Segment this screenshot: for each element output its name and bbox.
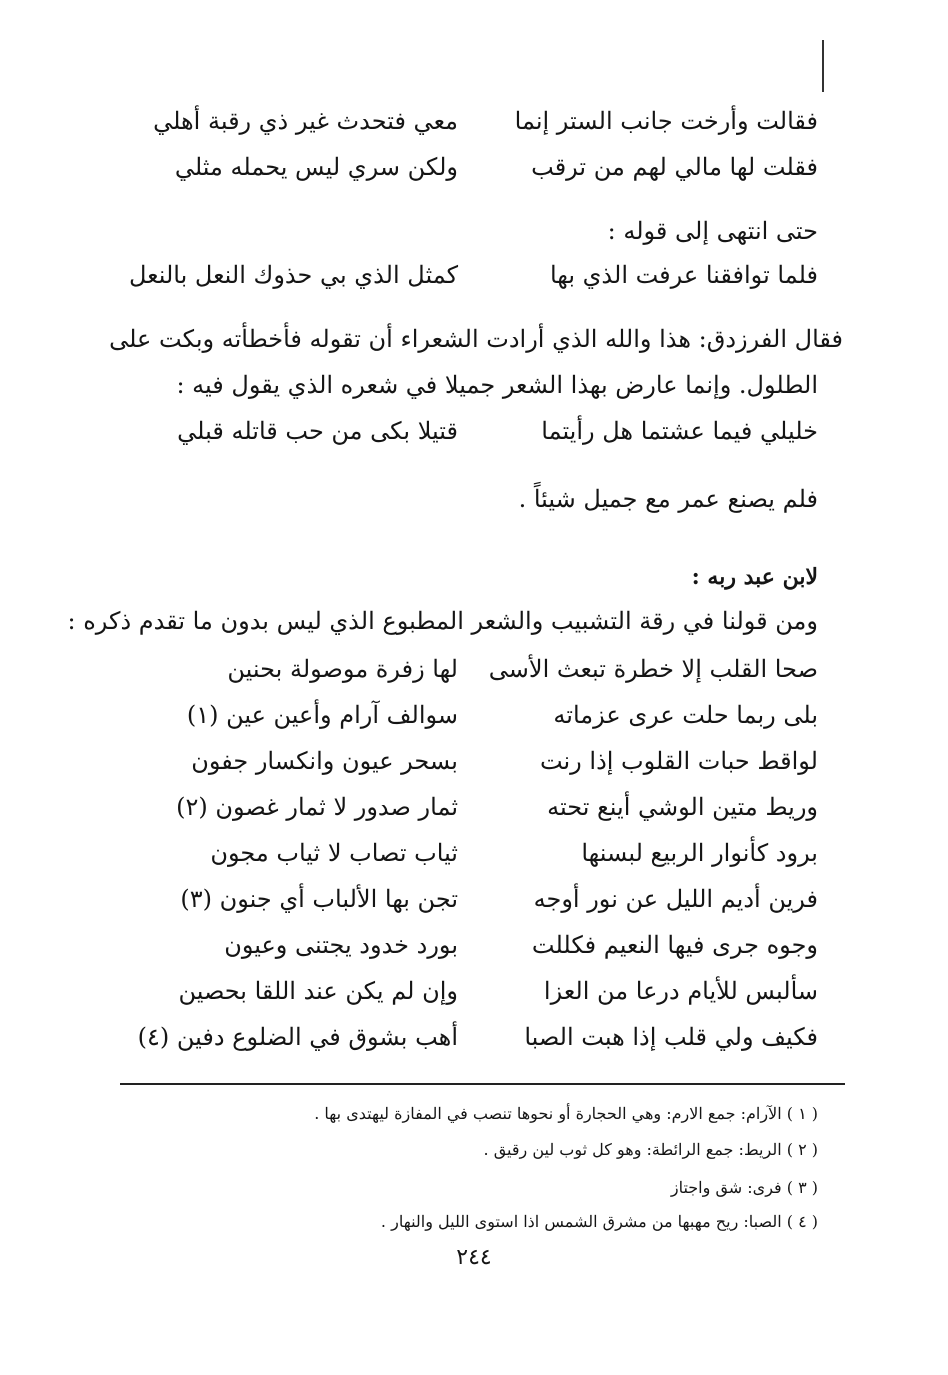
margin-rule	[822, 40, 824, 92]
poem-line-2-left: سوالف آرام وأعين عين (١)	[186, 701, 458, 729]
poem-line-9-left: أهب بشوق في الضلوع دفين (٤)	[137, 1023, 458, 1051]
poem-line-2-right: بلى ربما حلت عرى عزماته	[553, 701, 818, 729]
text-until: حتى انتهى إلى قوله :	[607, 217, 818, 245]
verse-mid-first-hemistich: فلما توافقنا عرفت الذي بها	[549, 261, 818, 289]
footnote-1: ( ١ ) الآرام: جمع الارم: وهي الحجارة أو نحوها تنصب في المفازة ليهتدى بها .	[314, 1104, 818, 1123]
poem-line-5-left: ثياب تصاب لا ثياب مجون	[210, 839, 458, 867]
poem-line-1-right: صحا القلب إلا خطرة تبعث الأسى	[488, 655, 818, 683]
paragraph-1-line-1: فقال الفرزدق: هذا والله الذي أرادت الشعراء أن تقوله فأخطأته وبكت على	[109, 325, 843, 353]
poem-line-9-right: فكيف ولي قلب إذا هبت الصبا	[524, 1023, 818, 1051]
poem-line-3-left: بسحر عيون وانكسار جفون	[191, 747, 458, 775]
poem-line-7-right: وجوه جرى فيها النعيم فكللت	[531, 931, 818, 959]
poem-line-6-left: تجن بها الألباب أي جنون (٣)	[180, 885, 458, 913]
poem-line-5-right: برود كأنوار الربيع لبسنها	[581, 839, 818, 867]
poem-line-1-left: لها زفرة موصولة بحنين	[227, 655, 458, 683]
page-number: ٢٤٤	[456, 1245, 492, 1270]
verse-mid-second-hemistich: كمثل الذي بي حذوك النعل بالنعل	[129, 261, 458, 289]
verse-1-second-hemistich: معي فتحدث غير ذي رقبة أهلي	[153, 107, 458, 135]
footnote-2: ( ٢ ) الريط: جمع الرائطة: وهو كل ثوب لين رقيق .	[483, 1140, 818, 1159]
footnote-divider	[120, 1083, 845, 1085]
poem-line-8-right: سألبس للأيام درعا من العزا	[543, 977, 818, 1005]
poem-line-3-right: لواقط حبات القلوب إذا رنت	[539, 747, 818, 775]
verse-jamil-first-hemistich: خليلي فيما عشتما هل رأيتما	[541, 417, 818, 445]
poem-line-8-left: وإن لم يكن عند اللقا بحصين	[178, 977, 458, 1005]
paragraph-2: فلم يصنع عمر مع جميل شيئاً .	[518, 485, 818, 513]
paragraph-1-line-2: الطلول. وإنما عارض بهذا الشعر جميلا في شعره الذي يقول فيه :	[176, 371, 818, 399]
verse-1-first-hemistich: فقالت وأرخت جانب الستر إنما	[514, 107, 818, 135]
poem-intro: ومن قولنا في رقة التشبيب والشعر المطبوع الذي ليس بدون ما تقدم ذكره :	[67, 607, 818, 635]
footnote-3: ( ٣ ) فرى: شق واجتاز	[670, 1178, 818, 1197]
poem-line-4-left: ثمار صدور لا ثمار غصون (٢)	[176, 793, 458, 821]
verse-2-first-hemistich: فقلت لها مالي لهم من ترقب	[531, 153, 818, 181]
section-heading: لابن عبد ربه :	[691, 564, 818, 590]
poem-line-6-right: فرين أديم الليل عن نور أوجه	[533, 885, 818, 913]
poem-line-7-left: بورد خدود يجتنى وعيون	[224, 931, 458, 959]
footnote-4: ( ٤ ) الصبا: ريح مهبها من مشرق الشمس اذا استوى الليل والنهار .	[380, 1212, 818, 1231]
poem-line-4-right: وريط متين الوشي أينع تحته	[547, 793, 818, 821]
verse-jamil-second-hemistich: قتيلا بكى من حب قاتله قبلي	[177, 417, 458, 445]
verse-2-second-hemistich: ولكن سري ليس يحمله مثلي	[174, 153, 458, 181]
